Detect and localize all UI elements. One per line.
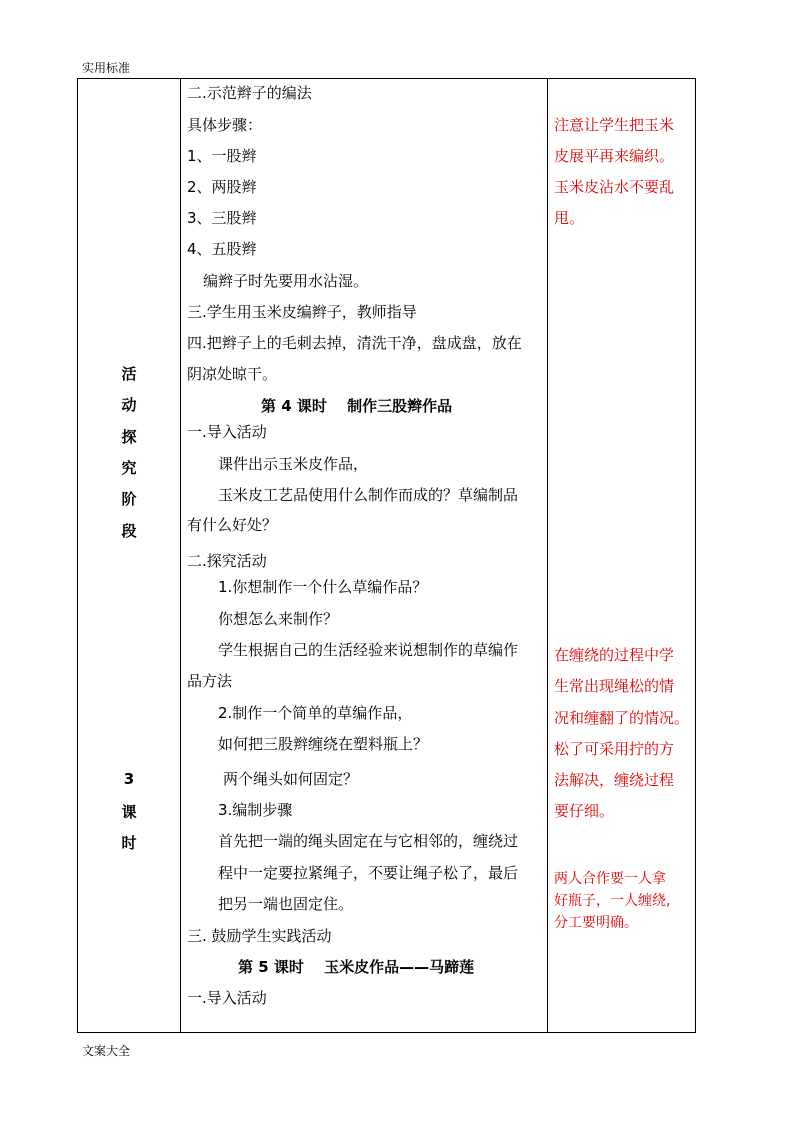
content-line: 一.导入活动 (187, 423, 267, 441)
column-divider (180, 79, 181, 1032)
teaching-note-line: 分工要明确。 (554, 915, 638, 931)
content-line: 课件出示玉米皮作品， (218, 455, 369, 473)
hours-label-char: 课 (121, 803, 137, 821)
content-line: 二.示范辫子的编法 (187, 84, 312, 102)
page-header: 实用标准 (82, 61, 131, 75)
content-line: 学生根据自己的生活经验来说想制作的草编作 (218, 641, 519, 659)
content-line: 一.导入活动 (187, 989, 267, 1007)
content-line: 具体步骤： (187, 116, 263, 134)
content-line: 2、两股辫 (187, 178, 257, 196)
teaching-note-line: 玉米皮沾水不要乱 (554, 178, 675, 196)
content-line: 首先把一端的绳头固定在与它相邻的，缠绕过 (218, 832, 519, 850)
content-line: 如何把三股辫缠绕在塑料瓶上？ (218, 735, 429, 753)
lesson-heading: 第 4 课时 制作三股辫作品 (261, 397, 453, 415)
content-line: 1.你想制作一个什么草编作品？ (218, 578, 428, 596)
stage-label-char: 动 (121, 396, 137, 414)
content-line: 4、五股辫 (187, 240, 257, 258)
stage-label-char: 探 (121, 428, 137, 446)
content-line: 有什么好处？ (187, 516, 278, 534)
content-line: 三. 鼓励学生实践活动 (187, 927, 332, 945)
content-line: 阴凉处晾干。 (187, 365, 278, 383)
content-line: 你想怎么来制作？ (218, 610, 339, 628)
hours-label-char: 3 (123, 770, 135, 788)
lesson-table (77, 78, 696, 1033)
teaching-note-line: 在缠绕的过程中学 (554, 646, 675, 664)
teaching-note-line: 两人合作要一人拿 (554, 871, 666, 887)
content-line: 两个绳头如何固定？ (223, 770, 359, 788)
teaching-note-line: 生常出现绳松的情 (554, 677, 675, 695)
content-line: 1、一股辫 (187, 147, 257, 165)
teaching-note-line: 皮展平再来编织。 (554, 147, 675, 165)
content-line: 3.编制步骤 (218, 801, 293, 819)
content-line: 四.把辫子上的毛刺去掉，清洗干净，盘成盘，放在 (187, 334, 522, 352)
content-line: 三.学生用玉米皮编辫子，教师指导 (187, 303, 417, 321)
content-line: 2.制作一个简单的草编作品， (218, 704, 413, 722)
column-divider (547, 79, 548, 1032)
hours-label-char: 时 (121, 834, 137, 852)
lesson-heading: 第 5 课时 玉米皮作品——马蹄莲 (238, 958, 475, 976)
content-line: 把另一端也固定住。 (218, 895, 354, 913)
page-footer: 文案大全 (82, 1044, 131, 1058)
teaching-note-line: 注意让学生把玉米 (554, 116, 675, 134)
teaching-note-line: 好瓶子，一人缠绕, (554, 893, 671, 909)
stage-label-char: 段 (121, 522, 137, 540)
content-line: 编辫子时先要用水沾湿。 (203, 272, 369, 290)
teaching-note-line: 况和缠翻了的情况。 (554, 709, 690, 727)
teaching-note-line: 甩。 (554, 209, 585, 227)
stage-label-char: 活 (121, 365, 137, 383)
content-line: 二.探究活动 (187, 552, 267, 570)
stage-label-char: 究 (121, 459, 137, 477)
content-line: 3、三股辫 (187, 209, 257, 227)
content-line: 程中一定要拉紧绳子，不要让绳子松了，最后 (218, 864, 519, 882)
teaching-note-line: 法解决，缠绕过程 (554, 771, 675, 789)
teaching-note-line: 松了可采用拧的方 (554, 740, 675, 758)
content-line: 品方法 (187, 672, 233, 690)
teaching-note-line: 要仔细。 (554, 802, 615, 820)
stage-label-char: 阶 (121, 490, 137, 508)
content-line: 玉米皮工艺品使用什么制作而成的？草编制品 (218, 486, 519, 504)
